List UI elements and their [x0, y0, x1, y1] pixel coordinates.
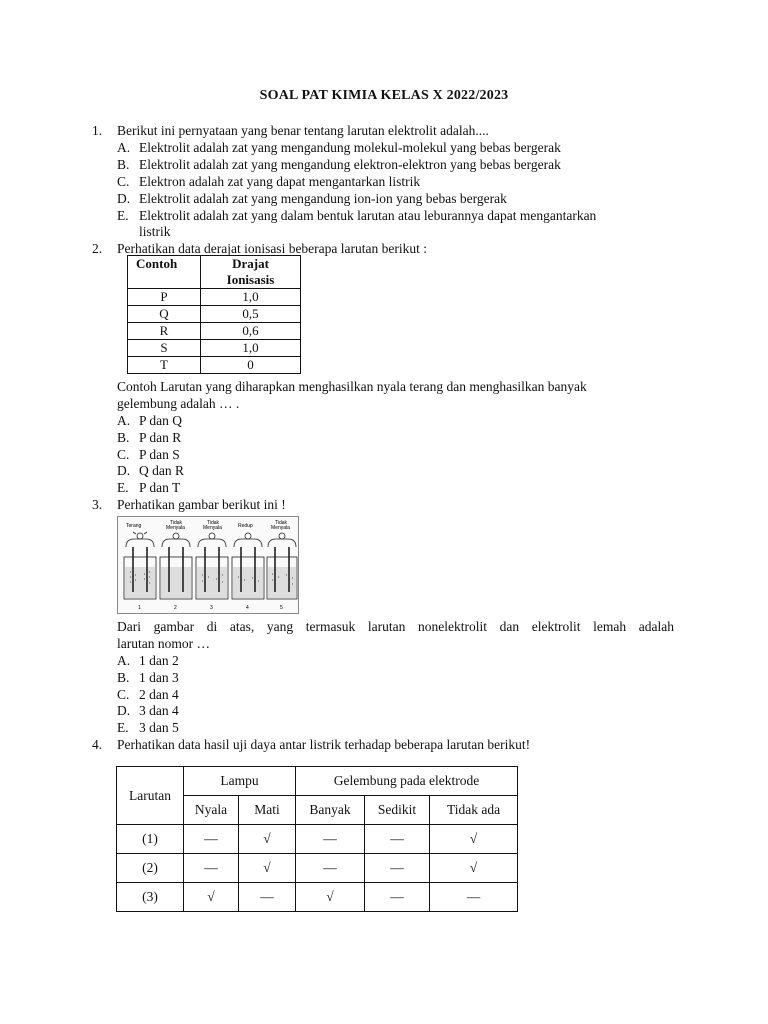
option-c[interactable]: C. 2 dan 4	[117, 687, 179, 702]
column-header: Larutan	[117, 767, 184, 825]
option-d[interactable]: D. Elektrolit adalah zat yang mengandung ion-ion yang bebas bergerak	[117, 191, 507, 206]
option-e[interactable]: E. P dan T	[117, 480, 181, 495]
option-d[interactable]: D. Q dan R	[117, 463, 184, 478]
figure-label: Tidak	[207, 520, 220, 526]
figure-label: Tidak	[170, 520, 183, 526]
option-b[interactable]: B. P dan R	[117, 430, 182, 445]
question-text: Berikut ini pernyataan yang benar tentang larutan elektrolit adalah....	[117, 123, 489, 138]
column-header: Lampu	[184, 767, 296, 796]
option-e-continuation: listrik	[139, 224, 171, 239]
figure-number: 2	[174, 605, 177, 611]
electrolysis-test-figure	[117, 516, 299, 614]
column-header: Sedikit	[365, 796, 430, 825]
table-row: (1) — √ — — √	[117, 825, 518, 854]
option-e[interactable]: E. 3 dan 5	[117, 720, 179, 735]
table-row: R 0,6	[128, 323, 301, 340]
option-a[interactable]: A. 1 dan 2	[117, 653, 179, 668]
question-number: 1.	[92, 123, 103, 138]
figure-label: Menyala	[203, 525, 222, 531]
option-c[interactable]: C. Elektron adalah zat yang dapat mengantarkan listrik	[117, 174, 421, 189]
figure-label: Menyala	[166, 525, 185, 531]
figure-label: Tidak	[275, 520, 288, 526]
option-d[interactable]: D. 3 dan 4	[117, 703, 179, 718]
question-text: Perhatikan gambar berikut ini !	[117, 497, 286, 512]
column-header: Drajat Ionisasis	[201, 256, 301, 289]
page-title: SOAL PAT KIMIA KELAS X 2022/2023	[259, 88, 509, 103]
apparatus-4	[232, 533, 264, 599]
apparatus-5	[267, 533, 297, 599]
question-number: 3.	[92, 497, 103, 512]
apparatus-2	[160, 533, 192, 599]
table-row: P 1,0	[128, 289, 301, 306]
figure-number: 1	[138, 605, 141, 611]
option-a[interactable]: A. Elektrolit adalah zat yang mengandung molekul-molekul yang bebas bergerak	[117, 140, 561, 155]
column-header: Banyak	[296, 796, 365, 825]
conductivity-table	[116, 766, 518, 912]
table-row: S 1,0	[128, 340, 301, 357]
question-text: Perhatikan data hasil uji daya antar listrik terhadap beberapa larutan berikut!	[117, 737, 531, 752]
figure-number: 4	[246, 605, 249, 611]
table-row: T 0	[128, 357, 301, 374]
column-header: Tidak ada	[430, 796, 518, 825]
option-e[interactable]: E. Elektrolit adalah zat yang dalam bentuk larutan atau leburannya dapat mengantarkan	[117, 208, 597, 223]
figure-number: 5	[280, 605, 283, 611]
option-a[interactable]: A. P dan Q	[117, 413, 182, 428]
question-prompt: Contoh Larutan yang diharapkan menghasilkan nyala terang dan menghasilkan banyak	[117, 379, 587, 394]
figure-label: Terang	[126, 523, 142, 529]
apparatus-3	[196, 533, 228, 599]
question-text: Perhatikan data derajat ionisasi beberapa larutan berikut :	[117, 241, 427, 256]
figure-label: Menyala	[271, 525, 290, 531]
ionization-table	[127, 255, 301, 374]
question-prompt: Dari gambar di atas, yang termasuk larutan nonelektrolit dan elektrolit lemah adalah	[117, 619, 674, 634]
table-row: (2) — √ — — √	[117, 854, 518, 883]
column-header: Gelembung pada elektrode	[296, 767, 518, 796]
option-b[interactable]: B. Elektrolit adalah zat yang mengandung elektron-elektron yang bebas bergerak	[117, 157, 561, 172]
question-prompt: gelembung adalah … .	[117, 396, 240, 411]
apparatus-1	[124, 532, 156, 599]
question-number: 2.	[92, 241, 103, 256]
option-c[interactable]: C. P dan S	[117, 447, 180, 462]
figure-number: 3	[210, 605, 213, 611]
table-row: (3) √ — √ — —	[117, 883, 518, 912]
table-row: Q 0,5	[128, 306, 301, 323]
question-number: 4.	[92, 737, 103, 752]
column-header: Mati	[239, 796, 296, 825]
option-b[interactable]: B. 1 dan 3	[117, 670, 179, 685]
column-header: Nyala	[184, 796, 239, 825]
column-header: Contoh	[128, 256, 201, 289]
question-prompt: larutan nomor …	[117, 636, 210, 651]
figure-label: Redup	[238, 523, 253, 529]
